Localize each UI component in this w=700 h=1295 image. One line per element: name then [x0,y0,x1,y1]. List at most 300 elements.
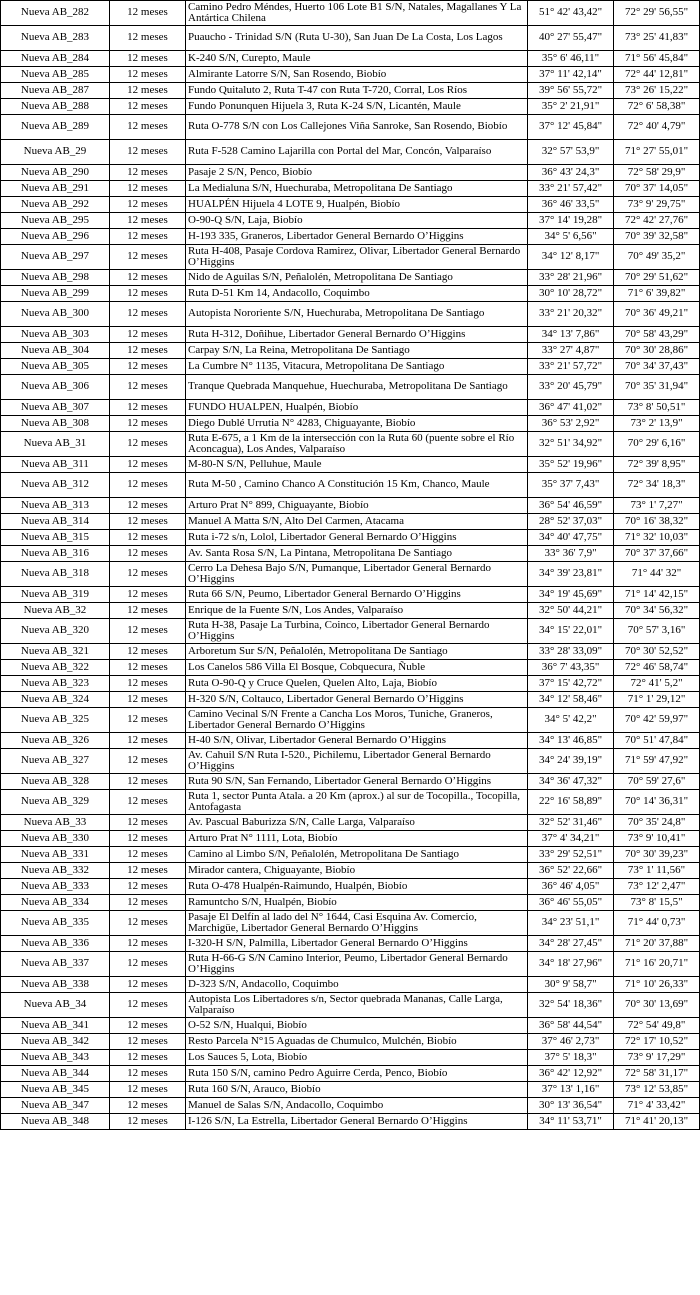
cell-address: Resto Parcela N°15 Aguadas de Chumulco, Mulchén, Biobío [186,1034,528,1050]
cell-latitude: 37° 13' 1,16" [528,1082,614,1098]
cell-period: 12 meses [110,863,186,879]
cell-station-id: Nueva AB_283 [1,26,110,51]
cell-period: 12 meses [110,1082,186,1098]
cell-station-id: Nueva AB_321 [1,644,110,660]
cell-longitude: 71° 6' 39,82" [614,286,700,302]
cell-period: 12 meses [110,375,186,400]
cell-address: I-320-H S/N, Palmilla, Libertador General Bernardo O’Higgins [186,936,528,952]
cell-period: 12 meses [110,603,186,619]
cell-latitude: 39° 56' 55,72" [528,83,614,99]
cell-period: 12 meses [110,1098,186,1114]
cell-latitude: 34° 36' 47,32" [528,774,614,790]
cell-longitude: 72° 44' 12,81" [614,67,700,83]
cell-latitude: 36° 42' 12,92" [528,1066,614,1082]
cell-station-id: Nueva AB_315 [1,530,110,546]
cell-address: Av. Pascual Baburizza S/N, Calle Larga, Valparaíso [186,815,528,831]
cell-latitude: 34° 40' 47,75" [528,530,614,546]
cell-period: 12 meses [110,952,186,977]
table-row [1,375,700,400]
cell-latitude: 36° 47' 41,02" [528,400,614,416]
cell-longitude: 70° 36' 49,21" [614,302,700,327]
cell-latitude: 37° 14' 19,28" [528,213,614,229]
table-row [1,1,700,26]
cell-latitude: 36° 52' 22,66" [528,863,614,879]
cell-station-id: Nueva AB_318 [1,562,110,587]
cell-station-id: Nueva AB_284 [1,51,110,67]
cell-longitude: 72° 40' 4,79" [614,115,700,140]
cell-period: 12 meses [110,676,186,692]
cell-address: Ruta M-50 , Camino Chanco A Constitución 15 Km, Chanco, Maule [186,473,528,498]
cell-period: 12 meses [110,457,186,473]
cell-longitude: 70° 34' 56,32" [614,603,700,619]
cell-address: La Medialuna S/N, Huechuraba, Metropolitana De Santiago [186,181,528,197]
cell-address: Ruta i-72 s/n, Lolol, Libertador General Bernardo O’Higgins [186,530,528,546]
cell-period: 12 meses [110,936,186,952]
cell-latitude: 34° 12' 8,17" [528,245,614,270]
table-row [1,847,700,863]
cell-address: Ramuntcho S/N, Hualpén, Biobío [186,895,528,911]
table-row [1,749,700,774]
cell-period: 12 meses [110,774,186,790]
cell-period: 12 meses [110,327,186,343]
cell-address: Ruta H-408, Pasaje Cordova Ramirez, Olivar, Libertador General Bernardo O’Higgins [186,245,528,270]
cell-station-id: Nueva AB_332 [1,863,110,879]
cell-address: Diego Dublé Urrutia N° 4283, Chiguayante, Biobío [186,416,528,432]
cell-address: Ruta H-312, Doñihue, Libertador General Bernardo O’Higgins [186,327,528,343]
cell-longitude: 73° 8' 50,51" [614,400,700,416]
cell-station-id: Nueva AB_300 [1,302,110,327]
cell-longitude: 73° 25' 41,83" [614,26,700,51]
cell-period: 12 meses [110,115,186,140]
cell-longitude: 72° 58' 29,9" [614,165,700,181]
cell-period: 12 meses [110,530,186,546]
cell-longitude: 72° 39' 8,95" [614,457,700,473]
cell-longitude: 70° 35' 24,8" [614,815,700,831]
cell-latitude: 33° 29' 52,51" [528,847,614,863]
cell-address: Av. Cahuil S/N Ruta I-520., Pichilemu, Libertador General Bernardo O’Higgins [186,749,528,774]
table-row [1,197,700,213]
cell-station-id: Nueva AB_33 [1,815,110,831]
table-row [1,530,700,546]
table-row [1,400,700,416]
cell-station-id: Nueva AB_291 [1,181,110,197]
table-row [1,911,700,936]
cell-period: 12 meses [110,400,186,416]
table-row [1,619,700,644]
table-row [1,1034,700,1050]
cell-address: Arturo Prat N° 899, Chiguayante, Biobío [186,498,528,514]
cell-period: 12 meses [110,660,186,676]
table-row [1,416,700,432]
cell-station-id: Nueva AB_289 [1,115,110,140]
cell-period: 12 meses [110,619,186,644]
cell-longitude: 70° 30' 13,69" [614,993,700,1018]
cell-latitude: 33° 20' 45,79" [528,375,614,400]
cell-address: Arturo Prat N° 1111, Lota, Biobío [186,831,528,847]
cell-address: Ruta 150 S/N, camino Pedro Aguirre Cerda, Penco, Biobío [186,1066,528,1082]
cell-period: 12 meses [110,359,186,375]
cell-station-id: Nueva AB_335 [1,911,110,936]
cell-latitude: 32° 54' 18,36" [528,993,614,1018]
cell-address: Tranque Quebrada Manquehue, Huechuraba, Metropolitana De Santiago [186,375,528,400]
cell-address: Arboretum Sur S/N, Peñalolén, Metropolitana De Santiago [186,644,528,660]
cell-longitude: 70° 30' 52,52" [614,644,700,660]
table-row [1,676,700,692]
cell-period: 12 meses [110,165,186,181]
cell-longitude: 70° 29' 6,16" [614,432,700,457]
cell-station-id: Nueva AB_316 [1,546,110,562]
cell-station-id: Nueva AB_296 [1,229,110,245]
cell-longitude: 70° 16' 38,32" [614,514,700,530]
cell-address: Ruta O-478 Hualpén-Raimundo, Hualpén, Biobío [186,879,528,895]
cell-latitude: 34° 13' 7,86" [528,327,614,343]
cell-latitude: 36° 54' 46,59" [528,498,614,514]
cell-longitude: 70° 42' 59,97" [614,708,700,733]
cell-address: Autopista Los Libertadores s/n, Sector quebrada Mananas, Calle Larga, Valparaíso [186,993,528,1018]
table-row [1,140,700,165]
cell-latitude: 33° 28' 21,96" [528,270,614,286]
cell-station-id: Nueva AB_322 [1,660,110,676]
cell-longitude: 71° 1' 29,12" [614,692,700,708]
cell-period: 12 meses [110,432,186,457]
cell-longitude: 70° 51' 47,84" [614,733,700,749]
table-row [1,936,700,952]
cell-period: 12 meses [110,181,186,197]
table-row [1,692,700,708]
table-row [1,229,700,245]
cell-period: 12 meses [110,83,186,99]
cell-period: 12 meses [110,993,186,1018]
cell-latitude: 36° 46' 4,05" [528,879,614,895]
cell-station-id: Nueva AB_338 [1,977,110,993]
cell-latitude: 35° 6' 46,11" [528,51,614,67]
cell-address: Ruta O-90-Q y Cruce Quelen, Quelen Alto, Laja, Biobío [186,676,528,692]
cell-address: Ruta F-528 Camino Lajarilla con Portal del Mar, Concón, Valparaíso [186,140,528,165]
cell-period: 12 meses [110,51,186,67]
cell-address: Ruta E-675, a 1 Km de la intersección con la Ruta 60 (puente sobre el Río Aconcagua), Los Andes, Valparaíso [186,432,528,457]
cell-period: 12 meses [110,708,186,733]
cell-latitude: 33° 21' 57,42" [528,181,614,197]
cell-longitude: 73° 26' 15,22" [614,83,700,99]
table-row [1,270,700,286]
cell-station-id: Nueva AB_307 [1,400,110,416]
cell-period: 12 meses [110,1066,186,1082]
cell-address: Ruta 66 S/N, Peumo, Libertador General Bernardo O’Higgins [186,587,528,603]
cell-longitude: 72° 42' 27,76" [614,213,700,229]
cell-period: 12 meses [110,416,186,432]
cell-latitude: 33° 27' 4,87" [528,343,614,359]
cell-latitude: 34° 24' 39,19" [528,749,614,774]
cell-address: H-320 S/N, Coltauco, Libertador General Bernardo O’Higgins [186,692,528,708]
cell-period: 12 meses [110,197,186,213]
cell-latitude: 30° 9' 58,7" [528,977,614,993]
cell-station-id: Nueva AB_298 [1,270,110,286]
cell-period: 12 meses [110,99,186,115]
cell-longitude: 71° 32' 10,03" [614,530,700,546]
cell-period: 12 meses [110,140,186,165]
cell-address: M-80-N S/N, Pelluhue, Maule [186,457,528,473]
cell-station-id: Nueva AB_330 [1,831,110,847]
cell-address: Autopista Nororiente S/N, Huechuraba, Metropolitana De Santiago [186,302,528,327]
cell-latitude: 32° 57' 53,9" [528,140,614,165]
cell-period: 12 meses [110,514,186,530]
table-row [1,863,700,879]
cell-address: Carpay S/N, La Reina, Metropolitana De Santiago [186,343,528,359]
cell-period: 12 meses [110,229,186,245]
table-row [1,457,700,473]
cell-latitude: 37° 12' 45,84" [528,115,614,140]
cell-longitude: 70° 35' 31,94" [614,375,700,400]
cell-longitude: 70° 29' 51,62" [614,270,700,286]
cell-station-id: Nueva AB_345 [1,1082,110,1098]
cell-address: Manuel A Matta S/N, Alto Del Carmen, Atacama [186,514,528,530]
table-row [1,165,700,181]
cell-period: 12 meses [110,587,186,603]
cell-period: 12 meses [110,790,186,815]
cell-period: 12 meses [110,67,186,83]
cell-period: 12 meses [110,831,186,847]
cell-station-id: Nueva AB_295 [1,213,110,229]
cell-address: La Cumbre N° 1135, Vitacura, Metropolitana De Santiago [186,359,528,375]
cell-latitude: 28° 52' 37,03" [528,514,614,530]
cell-station-id: Nueva AB_285 [1,67,110,83]
cell-station-id: Nueva AB_297 [1,245,110,270]
cell-longitude: 73° 12' 53,85" [614,1082,700,1098]
cell-longitude: 72° 41' 5,2" [614,676,700,692]
cell-period: 12 meses [110,911,186,936]
cell-latitude: 37° 4' 34,21" [528,831,614,847]
cell-period: 12 meses [110,1114,186,1130]
table-row [1,67,700,83]
cell-period: 12 meses [110,847,186,863]
cell-period: 12 meses [110,1018,186,1034]
cell-address: K-240 S/N, Curepto, Maule [186,51,528,67]
cell-longitude: 73° 9' 17,29" [614,1050,700,1066]
cell-station-id: Nueva AB_324 [1,692,110,708]
table-row [1,895,700,911]
cell-station-id: Nueva AB_292 [1,197,110,213]
cell-station-id: Nueva AB_282 [1,1,110,26]
cell-latitude: 30° 13' 36,54" [528,1098,614,1114]
table-body [1,1,700,1130]
cell-station-id: Nueva AB_344 [1,1066,110,1082]
cell-longitude: 72° 17' 10,52" [614,1034,700,1050]
cell-latitude: 36° 43' 24,3" [528,165,614,181]
cell-longitude: 73° 9' 10,41" [614,831,700,847]
table-row [1,952,700,977]
table-row [1,343,700,359]
cell-longitude: 73° 1' 7,27" [614,498,700,514]
cell-period: 12 meses [110,498,186,514]
cell-station-id: Nueva AB_314 [1,514,110,530]
cell-station-id: Nueva AB_303 [1,327,110,343]
cell-longitude: 70° 59' 27,6" [614,774,700,790]
cell-period: 12 meses [110,26,186,51]
cell-address: I-126 S/N, La Estrella, Libertador General Bernardo O’Higgins [186,1114,528,1130]
cell-address: Los Canelos 586 Villa El Bosque, Cobquecura, Ñuble [186,660,528,676]
cell-longitude: 73° 9' 29,75" [614,197,700,213]
cell-period: 12 meses [110,644,186,660]
table-row [1,302,700,327]
cell-longitude: 72° 34' 18,3" [614,473,700,498]
cell-address: Camino al Limbo S/N, Peñalolén, Metropolitana De Santiago [186,847,528,863]
cell-period: 12 meses [110,733,186,749]
cell-latitude: 34° 13' 46,85" [528,733,614,749]
cell-station-id: Nueva AB_326 [1,733,110,749]
cell-longitude: 72° 54' 49,8" [614,1018,700,1034]
cell-longitude: 72° 46' 58,74" [614,660,700,676]
cell-latitude: 32° 52' 31,46" [528,815,614,831]
cell-station-id: Nueva AB_348 [1,1114,110,1130]
table-row [1,1018,700,1034]
cell-latitude: 33° 21' 57,72" [528,359,614,375]
cell-period: 12 meses [110,302,186,327]
cell-station-id: Nueva AB_305 [1,359,110,375]
cell-latitude: 35° 2' 21,91" [528,99,614,115]
cell-latitude: 36° 7' 43,35" [528,660,614,676]
cell-longitude: 72° 6' 58,38" [614,99,700,115]
cell-period: 12 meses [110,245,186,270]
cell-latitude: 35° 37' 7,43" [528,473,614,498]
cell-station-id: Nueva AB_306 [1,375,110,400]
cell-address: Puaucho - Trinidad S/N (Ruta U-30), San Juan De La Costa, Los Lagos [186,26,528,51]
cell-address: Ruta 90 S/N, San Fernando, Libertador General Bernardo O’Higgins [186,774,528,790]
cell-station-id: Nueva AB_331 [1,847,110,863]
cell-station-id: Nueva AB_334 [1,895,110,911]
cell-station-id: Nueva AB_325 [1,708,110,733]
cell-station-id: Nueva AB_327 [1,749,110,774]
cell-latitude: 34° 18' 27,96" [528,952,614,977]
cell-latitude: 33° 36' 7,9" [528,546,614,562]
cell-period: 12 meses [110,343,186,359]
table-row [1,83,700,99]
cell-longitude: 72° 58' 31,17" [614,1066,700,1082]
table-row [1,733,700,749]
cell-period: 12 meses [110,270,186,286]
cell-station-id: Nueva AB_337 [1,952,110,977]
cell-address: Camino Pedro Méndes, Huerto 106 Lote B1 S/N, Natales, Magallanes Y La Antártica Chilena [186,1,528,26]
cell-station-id: Nueva AB_290 [1,165,110,181]
cell-latitude: 37° 15' 42,72" [528,676,614,692]
cell-longitude: 73° 2' 13,9" [614,416,700,432]
cell-latitude: 36° 46' 55,05" [528,895,614,911]
cell-period: 12 meses [110,692,186,708]
cell-period: 12 meses [110,546,186,562]
table-row [1,546,700,562]
cell-station-id: Nueva AB_312 [1,473,110,498]
cell-period: 12 meses [110,895,186,911]
cell-address: Pasaje 2 S/N, Penco, Biobío [186,165,528,181]
cell-latitude: 36° 53' 2,92" [528,416,614,432]
cell-station-id: Nueva AB_313 [1,498,110,514]
cell-period: 12 meses [110,286,186,302]
cell-address: O-90-Q S/N, Laja, Biobío [186,213,528,229]
cell-latitude: 35° 52' 19,96" [528,457,614,473]
cell-latitude: 34° 11' 53,71" [528,1114,614,1130]
cell-address: Ruta H-66-G S/N Camino Interior, Peumo, Libertador General Bernardo O’Higgins [186,952,528,977]
cell-latitude: 34° 5' 6,56" [528,229,614,245]
cell-latitude: 32° 50' 44,21" [528,603,614,619]
table-row [1,660,700,676]
cell-station-id: Nueva AB_336 [1,936,110,952]
cell-address: H-40 S/N, Olivar, Libertador General Bernardo O’Higgins [186,733,528,749]
cell-address: Ruta H-38, Pasaje La Turbina, Coinco, Libertador General Bernardo O’Higgins [186,619,528,644]
table-row [1,1114,700,1130]
cell-period: 12 meses [110,879,186,895]
cell-longitude: 71° 59' 47,92" [614,749,700,774]
cell-station-id: Nueva AB_287 [1,83,110,99]
cell-address: Cerro La Dehesa Bajo S/N, Pumanque, Libertador General Bernardo O’Higgins [186,562,528,587]
cell-longitude: 70° 49' 35,2" [614,245,700,270]
cell-period: 12 meses [110,213,186,229]
cell-longitude: 71° 14' 42,15" [614,587,700,603]
cell-station-id: Nueva AB_288 [1,99,110,115]
cell-latitude: 22° 16' 58,89" [528,790,614,815]
cell-period: 12 meses [110,1034,186,1050]
cell-latitude: 40° 27' 55,47" [528,26,614,51]
table-row [1,977,700,993]
table-row [1,99,700,115]
cell-station-id: Nueva AB_328 [1,774,110,790]
cell-address: Mirador cantera, Chiguayante, Biobío [186,863,528,879]
table-row [1,213,700,229]
cell-longitude: 73° 8' 15,5" [614,895,700,911]
cell-latitude: 37° 5' 18,3" [528,1050,614,1066]
table-row [1,1082,700,1098]
cell-address: Manuel de Salas S/N, Andacollo, Coquimbo [186,1098,528,1114]
cell-latitude: 34° 12' 58,46" [528,692,614,708]
cell-station-id: Nueva AB_342 [1,1034,110,1050]
cell-address: Ruta D-51 Km 14, Andacollo, Coquimbo [186,286,528,302]
cell-longitude: 71° 44' 32" [614,562,700,587]
table-row [1,26,700,51]
cell-latitude: 34° 23' 51,1" [528,911,614,936]
cell-station-id: Nueva AB_333 [1,879,110,895]
table-row [1,498,700,514]
cell-longitude: 71° 10' 26,33" [614,977,700,993]
cell-station-id: Nueva AB_341 [1,1018,110,1034]
cell-latitude: 34° 19' 45,69" [528,587,614,603]
cell-station-id: Nueva AB_32 [1,603,110,619]
cell-period: 12 meses [110,1050,186,1066]
cell-address: Ruta O-778 S/N con Los Callejones Viña Sanroke, San Rosendo, Biobío [186,115,528,140]
cell-station-id: Nueva AB_311 [1,457,110,473]
cell-longitude: 73° 1' 11,56" [614,863,700,879]
cell-latitude: 37° 46' 2,73" [528,1034,614,1050]
table-row [1,603,700,619]
cell-latitude: 36° 58' 44,54" [528,1018,614,1034]
cell-longitude: 72° 29' 56,55" [614,1,700,26]
cell-longitude: 70° 34' 37,43" [614,359,700,375]
cell-longitude: 70° 57' 3,16" [614,619,700,644]
cell-longitude: 71° 27' 55,01" [614,140,700,165]
table-row [1,286,700,302]
table-row [1,181,700,197]
cell-address: O-52 S/N, Hualqui, Biobío [186,1018,528,1034]
cell-address: D-323 S/N, Andacollo, Coquimbo [186,977,528,993]
table-row [1,790,700,815]
cell-longitude: 71° 20' 37,88" [614,936,700,952]
cell-period: 12 meses [110,815,186,831]
cell-longitude: 70° 58' 43,29" [614,327,700,343]
cell-longitude: 70° 14' 36,31" [614,790,700,815]
cell-station-id: Nueva AB_320 [1,619,110,644]
cell-address: Ruta 160 S/N, Arauco, Biobío [186,1082,528,1098]
table-row [1,993,700,1018]
table-row [1,644,700,660]
cell-longitude: 73° 12' 2,47" [614,879,700,895]
table-row [1,708,700,733]
